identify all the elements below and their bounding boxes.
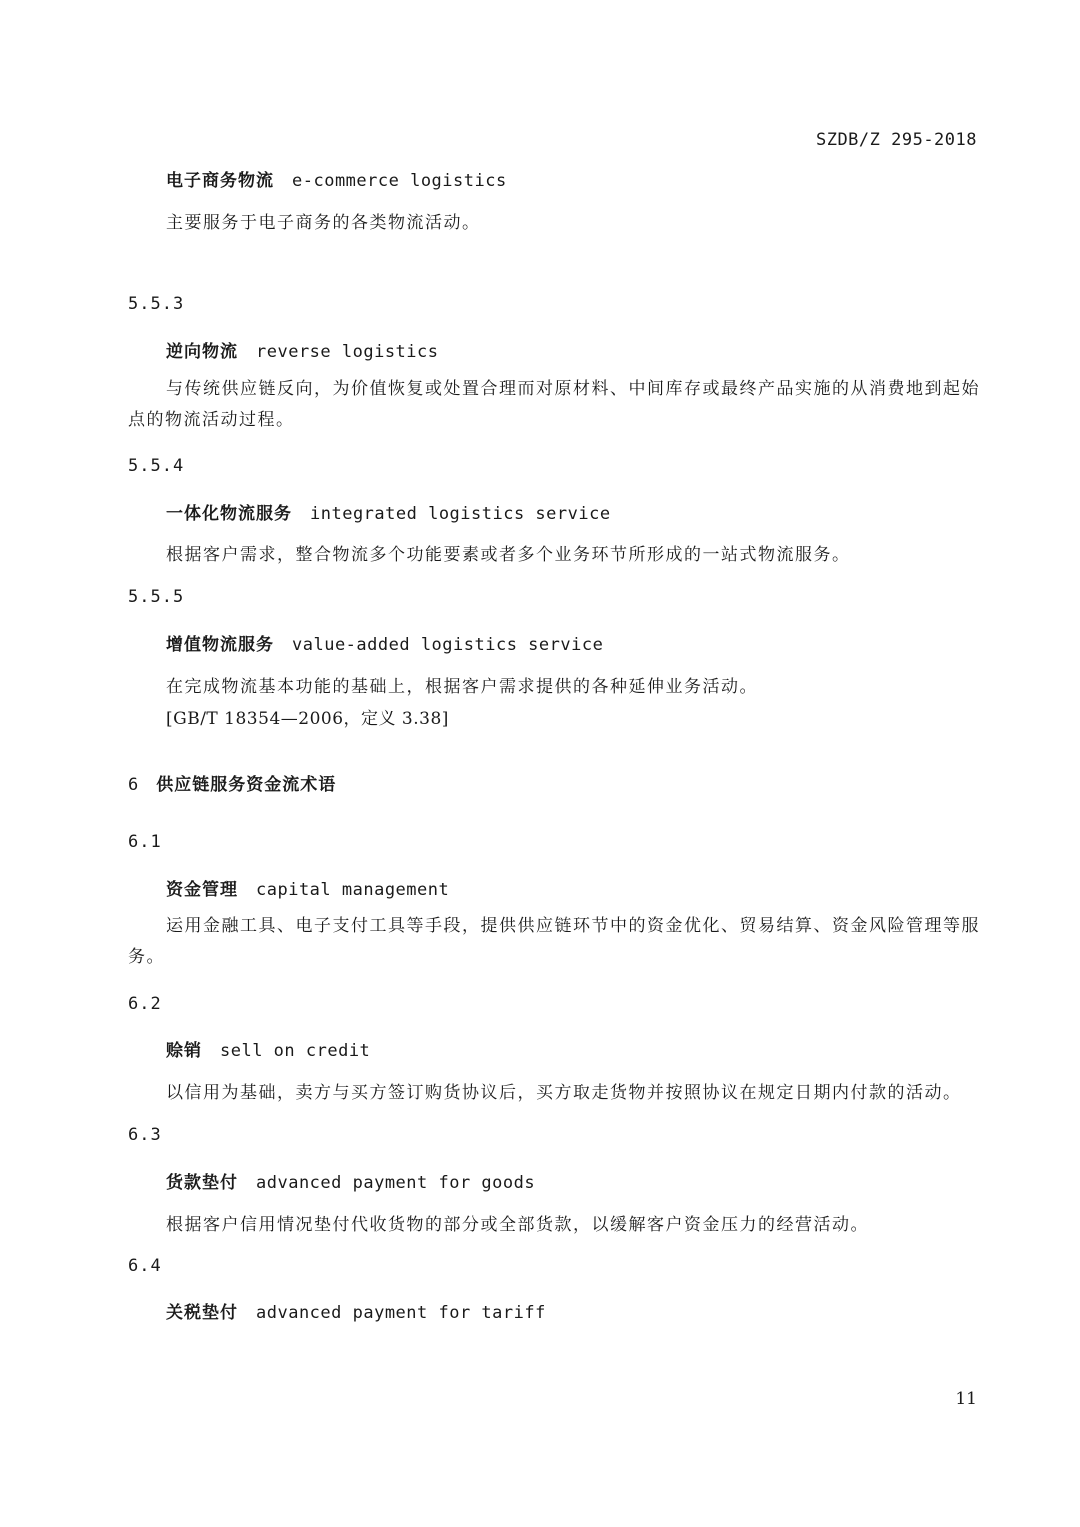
- term-en: integrated logistics service: [310, 504, 611, 524]
- term-zh: 电子商务物流: [166, 171, 274, 191]
- term-definition: 根据客户信用情况垫付代收货物的部分或全部货款，以缓解客户资金压力的经营活动。: [166, 1215, 869, 1235]
- term-zh: 逆向物流: [166, 342, 238, 362]
- term-en: advanced payment for tariff: [256, 1303, 546, 1323]
- term-heading-capital-management: [166, 875, 449, 900]
- clause-number: 5.5.3: [128, 294, 185, 314]
- term-definition: 主要服务于电子商务的各类物流活动。: [166, 213, 481, 233]
- term-zh: 赊销: [166, 1041, 202, 1061]
- term-zh: 资金管理: [166, 880, 238, 900]
- page-number: 11: [955, 1389, 977, 1409]
- term-definition: 与传统供应链反向，为价值恢复或处置合理而对原材料、中间库存或最终产品实施的从消费地到起始点的物流活动过程。: [128, 379, 980, 430]
- term-en: reverse logistics: [256, 342, 439, 362]
- clause-number: 6.3: [128, 1125, 162, 1145]
- term-en: e-commerce logistics: [292, 171, 507, 191]
- term-zh: 货款垫付: [166, 1173, 238, 1193]
- term-definition: 运用金融工具、电子支付工具等手段，提供供应链环节中的资金优化、贸易结算、资金风险管理等服务。: [128, 916, 980, 967]
- term-definition: 根据客户需求，整合物流多个功能要素或者多个业务环节所形成的一站式物流服务。: [166, 545, 851, 565]
- term-en: capital management: [256, 880, 450, 900]
- document-code: SZDB/Z 295-2018: [815, 130, 977, 150]
- term-en: sell on credit: [220, 1041, 371, 1061]
- term-heading-reverse-logistics: [166, 337, 439, 362]
- source-citation: [GB/T 18354—2006，定义 3.38]: [166, 709, 449, 729]
- term-definition: 在完成物流基本功能的基础上，根据客户需求提供的各种延伸业务活动。: [166, 677, 758, 697]
- term-heading-sell-on-credit: [166, 1036, 370, 1061]
- term-en: advanced payment for goods: [256, 1173, 536, 1193]
- term-heading-advanced-payment-for-goods: [166, 1168, 535, 1193]
- term-heading-advanced-payment-for-tariff: [166, 1298, 546, 1323]
- term-heading-value-added-logistics-service: [166, 630, 603, 655]
- clause-number: 6.2: [128, 994, 162, 1014]
- term-definition: 以信用为基础，卖方与买方签订购货协议后，买方取走货物并按照协议在规定日期内付款的活动。: [166, 1083, 962, 1103]
- term-zh: 一体化物流服务: [166, 504, 292, 524]
- clause-number: 5.5.5: [128, 587, 185, 607]
- term-heading-integrated-logistics-service: [166, 499, 611, 524]
- chapter-title: 供应链服务资金流术语: [156, 775, 337, 795]
- clause-number: 6.4: [128, 1256, 162, 1276]
- clause-number: 5.5.4: [128, 456, 185, 476]
- term-zh: 关税垫付: [166, 1303, 238, 1323]
- term-heading-e-commerce-logistics: [166, 166, 507, 191]
- chapter-heading: [128, 770, 336, 795]
- clause-number: 6.1: [128, 832, 162, 852]
- term-en: value-added logistics service: [292, 635, 604, 655]
- term-zh: 增值物流服务: [166, 635, 274, 655]
- chapter-number: 6: [128, 775, 139, 795]
